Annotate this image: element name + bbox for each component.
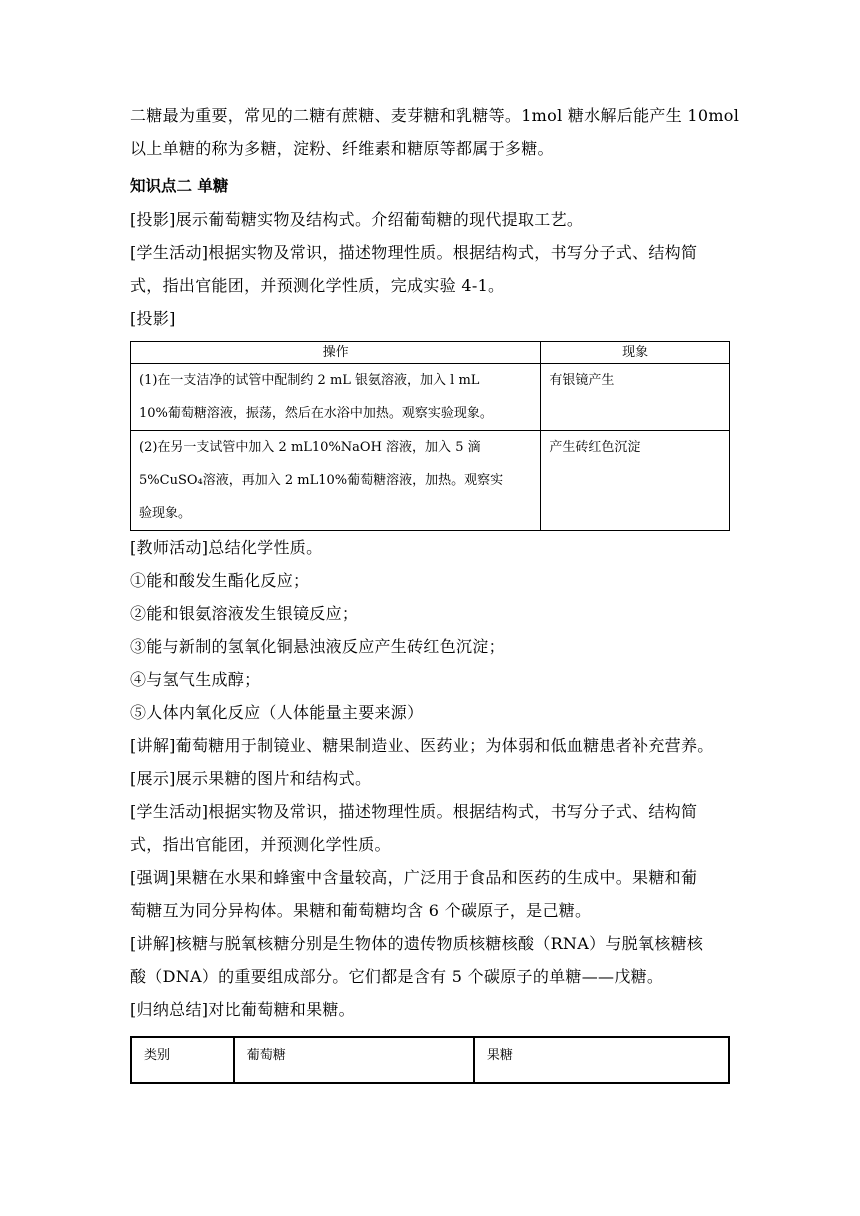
operation-line: 验现象。: [139, 506, 192, 521]
paragraph-line: [学生活动]根据实物及常识，描述物理性质。根据结构式，书写分子式、结构简: [130, 802, 698, 821]
paragraph-line: ⑤人体内氧化反应（人体能量主要来源）: [130, 703, 424, 722]
paragraph-line: [投影]: [130, 309, 176, 328]
operation-line: (2)在另一支试管中加入 2 mL10%NaOH 溶液，加入 5 滴: [139, 440, 481, 455]
paragraph-line: [展示]展示果糖的图片和结构式。: [130, 769, 372, 788]
operation-line: (1)在一支洁净的试管中配制约 2 mL 银氨溶液，加入 l mL: [139, 373, 480, 388]
paragraph-line: [归纳总结]对比葡萄糖和果糖。: [130, 1000, 355, 1019]
paragraph-line: [教师活动]总结化学性质。: [130, 538, 323, 557]
paragraph-line: [强调]果糖在水果和蜂蜜中含量较高，广泛用于食品和医药的生成中。果糖和葡: [130, 868, 698, 887]
table-row: [131, 431, 730, 531]
column-header-fructose: 果糖: [474, 1037, 729, 1083]
observation-cell: 产生砖红色沉淀: [541, 431, 730, 531]
document-page: [130, 99, 740, 1084]
paragraph-line: 式，指出官能团，并预测化学性质，完成实验 4-1。: [130, 276, 505, 295]
paragraph-line: 酸（DNA）的重要组成部分。它们都是含有 5 个碳原子的单糖——戊糖。: [130, 967, 664, 986]
table-header-row: [131, 1037, 729, 1083]
paragraph-line: ④与氢气生成醇；: [130, 670, 261, 689]
paragraph-line: 式，指出官能团，并预测化学性质。: [130, 835, 391, 854]
paragraph-line: ③能与新制的氢氧化铜悬浊液反应产生砖红色沉淀；: [130, 637, 505, 656]
paragraph-line: ①能和酸发生酯化反应；: [130, 571, 310, 590]
comparison-table: [130, 1036, 730, 1084]
observation-cell: 有银镜产生: [541, 364, 730, 431]
paragraph-line: 萄糖互为同分异构体。果糖和葡萄糖均含 6 个碳原子，是己糖。: [130, 901, 592, 920]
section-heading: 知识点二 单糖: [130, 177, 229, 195]
table-row: [131, 364, 730, 431]
paragraph-line: [讲解]核糖与脱氧核糖分别是生物体的遗传物质核糖核酸（RNA）与脱氧核糖核: [130, 934, 704, 953]
paragraph-line: [学生活动]根据实物及常识，描述物理性质。根据结构式，书写分子式、结构简: [130, 243, 698, 262]
paragraph-line: ②能和银氨溶液发生银镜反应；: [130, 604, 359, 623]
operation-cell: [131, 364, 541, 431]
column-header-glucose: 葡萄糖: [234, 1037, 474, 1083]
experiment-table: [130, 341, 730, 531]
operation-cell: [131, 431, 541, 531]
paragraph-line: 二糖最为重要，常见的二糖有蔗糖、麦芽糖和乳糖等。1mol 糖水解后能产生 10mol: [130, 106, 740, 125]
table-header-row: [131, 342, 730, 364]
column-header-category: 类别: [131, 1037, 234, 1083]
operation-line: 10%葡萄糖溶液，振荡，然后在水浴中加热。观察实验现象。: [139, 406, 493, 421]
paragraph-line: [投影]展示葡萄糖实物及结构式。介绍葡萄糖的现代提取工艺。: [130, 210, 584, 229]
paragraph-line: [讲解]葡萄糖用于制镜业、糖果制造业、医药业；为体弱和低血糖患者补充营养。: [130, 736, 714, 755]
operation-line: 5%CuSO₄溶液，再加入 2 mL10%葡萄糖溶液，加热。观察实: [139, 473, 504, 488]
column-header-observation: 现象: [541, 342, 730, 364]
column-header-operation: 操作: [131, 342, 541, 364]
paragraph-line: 以上单糖的称为多糖，淀粉、纤维素和糖原等都属于多糖。: [130, 139, 554, 158]
